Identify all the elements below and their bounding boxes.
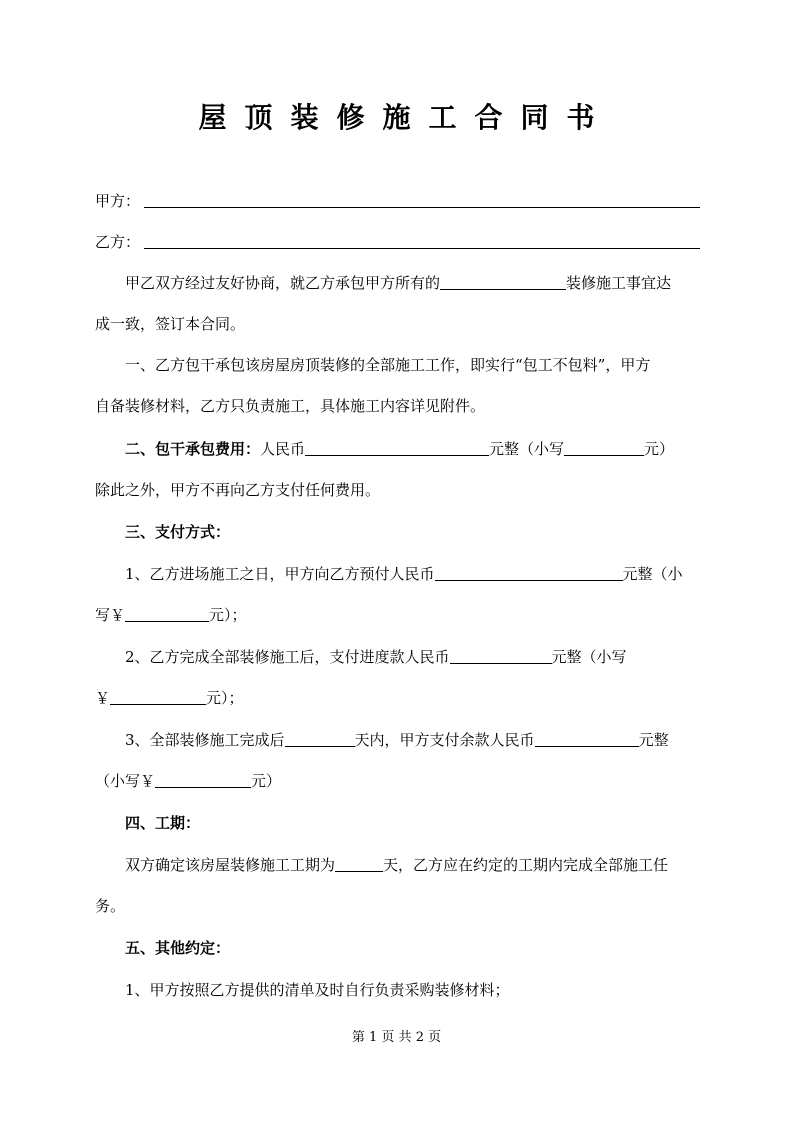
section-2-line-2: 除此之外，甲方不再向乙方支付任何费用。 xyxy=(95,481,381,499)
s2-small-blank xyxy=(564,441,644,456)
p2-text-a: 2、乙方完成全部装修施工后，支付进度款人民币 xyxy=(125,648,450,666)
section-5-item-1: 1、甲方按照乙方提供的清单及时自行负责采购装修材料； xyxy=(125,981,510,999)
s4-text-b: 天，乙方应在约定的工期内完成全部施工任 xyxy=(383,856,669,874)
s2-amount-blank xyxy=(305,441,489,456)
s4-days-blank xyxy=(335,857,383,872)
p3-text-a: 3、全部装修施工完成后 xyxy=(125,731,285,749)
intro-text-b: 装修施工事宜达 xyxy=(566,274,672,292)
p1-text-c: 写￥ xyxy=(95,606,126,624)
p1-text-d: 元）； xyxy=(209,606,247,624)
p1-small-blank xyxy=(125,607,209,622)
payment-2-line-2 xyxy=(95,687,700,709)
section-4-line-1 xyxy=(95,854,700,876)
section-3-heading: 三、支付方式： xyxy=(125,523,231,541)
p3-days-blank xyxy=(285,732,355,747)
s2-text-b: 元整（小写 xyxy=(489,440,565,458)
section-4-line-2: 务。 xyxy=(95,897,126,915)
party-b-line xyxy=(95,231,700,253)
section-1-line-1: 一、乙方包干承包该房屋房顶装修的全部施工工作，即实行“包工不包料”，甲方 xyxy=(125,356,651,374)
payment-3-line-2 xyxy=(95,770,700,792)
page-number: 第 1 页 共 2 页 xyxy=(351,1030,442,1045)
payment-3-line-1 xyxy=(95,729,700,751)
intro-line-1 xyxy=(95,272,700,294)
party-b-label: 乙方： xyxy=(95,233,141,251)
property-blank xyxy=(440,275,566,290)
payment-1-line-2 xyxy=(95,604,700,626)
party-a-blank xyxy=(144,193,700,208)
p3-amount-blank xyxy=(535,732,639,747)
p2-text-c: ￥ xyxy=(95,689,111,707)
s2-text-c: 元） xyxy=(644,440,675,458)
party-a-line xyxy=(95,190,700,212)
p1-text-a: 1、乙方进场施工之日，甲方向乙方预付人民币 xyxy=(125,565,435,583)
s4-text-a: 双方确定该房屋装修施工工期为 xyxy=(125,856,336,874)
intro-text-a: 甲乙双方经过友好协商，就乙方承包甲方所有的 xyxy=(125,274,441,292)
section-1-line-2: 自备装修材料，乙方只负责施工，具体施工内容详见附件。 xyxy=(95,397,486,415)
intro-line-2: 成一致，签订本合同。 xyxy=(95,315,246,333)
section-5-heading: 五、其他约定： xyxy=(125,939,231,957)
p2-amount-blank xyxy=(450,649,552,664)
p3-text-c: 元整 xyxy=(638,731,669,749)
s2-text-a: 人民币 xyxy=(260,440,306,458)
section-4-heading: 四、工期： xyxy=(125,814,201,832)
p3-text-e: 元） xyxy=(251,772,282,790)
section-2-heading: 二、包干承包费用： xyxy=(125,440,261,458)
p3-text-d: （小写￥ xyxy=(95,772,156,790)
p3-text-b: 天内，甲方支付余款人民币 xyxy=(354,731,535,749)
p2-text-d: 元）； xyxy=(206,689,244,707)
p1-text-b: 元整（小 xyxy=(622,565,683,583)
payment-2-line-1 xyxy=(95,646,700,668)
party-b-blank xyxy=(144,234,700,249)
p3-small-blank xyxy=(155,773,251,788)
payment-1-line-1 xyxy=(95,563,700,585)
p2-small-blank xyxy=(110,690,206,705)
document-title: 屋顶装修施工合同书 xyxy=(198,101,613,134)
p1-amount-blank xyxy=(435,566,623,581)
p2-text-b: 元整（小写 xyxy=(551,648,627,666)
section-2-line-1 xyxy=(95,438,700,460)
party-a-label: 甲方： xyxy=(95,192,141,210)
